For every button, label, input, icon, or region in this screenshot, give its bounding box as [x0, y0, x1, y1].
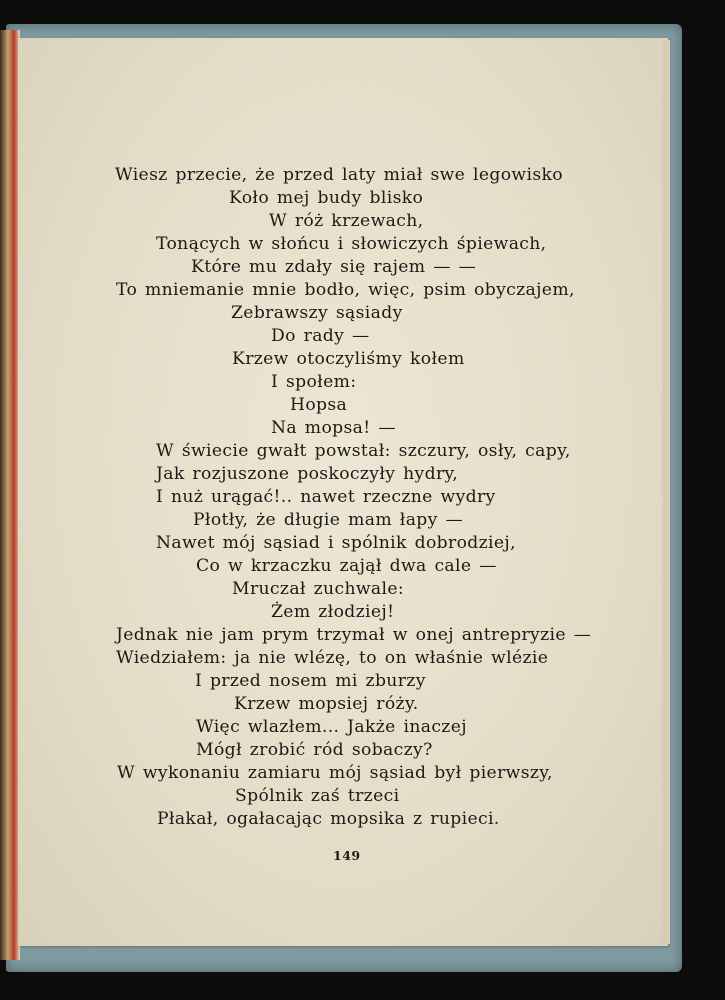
poem-line: Płotły, że długie mam łapy — [193, 510, 464, 530]
poem-line: Krzew mopsiej róży. [234, 694, 419, 714]
poem-line: Wiesz przecie, że przed laty miał swe legowisko [115, 165, 563, 185]
poem-line: I przed nosem mi zburzy [195, 671, 426, 691]
poem-line: Jak rozjuszone poskoczyły hydry, [156, 464, 459, 484]
poem-line: Mógł zrobić ród sobaczy? [196, 740, 433, 760]
poem-line: W świecie gwałt powstał: szczury, osły, capy, [156, 441, 571, 461]
poem-line: Jednak nie jam prym trzymał w onej antrepryzie — [116, 625, 592, 645]
poem-line: Które mu zdały się rajem — — [191, 257, 477, 277]
poem-line: W wykonaniu zamiaru mój sąsiad był pierwszy, [117, 763, 553, 783]
poem-line: Wiedziałem: ja nie wlézę, to on właśnie wlézie [116, 648, 549, 668]
poem-line: I społem: [271, 372, 357, 392]
poem-line: Co w krzaczku zajął dwa cale — [196, 556, 497, 576]
poem-line: Krzew otoczyliśmy kołem [232, 349, 465, 369]
poem-line: Nawet mój sąsiad i spólnik dobrodziej, [156, 533, 516, 553]
poem-line: Żem złodziej! [271, 602, 395, 622]
poem-line: To mniemanie mnie bodło, więc, psim obyczajem, [116, 280, 575, 300]
poem-line: Więc wlazłem... Jakże inaczej [196, 717, 467, 737]
poem-line: Hopsa [290, 395, 348, 415]
poem-line: Mruczał zuchwale: [232, 579, 405, 599]
page-number: 149 [333, 848, 361, 863]
poem-line: Koło mej budy blisko [229, 188, 424, 208]
poem-line: Do rady — [271, 326, 370, 346]
poem-line: I nuż urągać!.. nawet rzeczne wydry [156, 487, 496, 507]
poem-line: Na mopsa! — [271, 418, 396, 438]
poem-line: Płakał, ogałacając mopsika z rupieci. [157, 809, 500, 829]
poem-line: Tonących w słońcu i słowiczych śpiewach, [156, 234, 547, 254]
poem-line: Spólnik zaś trzeci [235, 786, 400, 806]
poem-line: W róż krzewach, [269, 211, 424, 231]
poem-line: Zebrawszy sąsiady [231, 303, 403, 323]
